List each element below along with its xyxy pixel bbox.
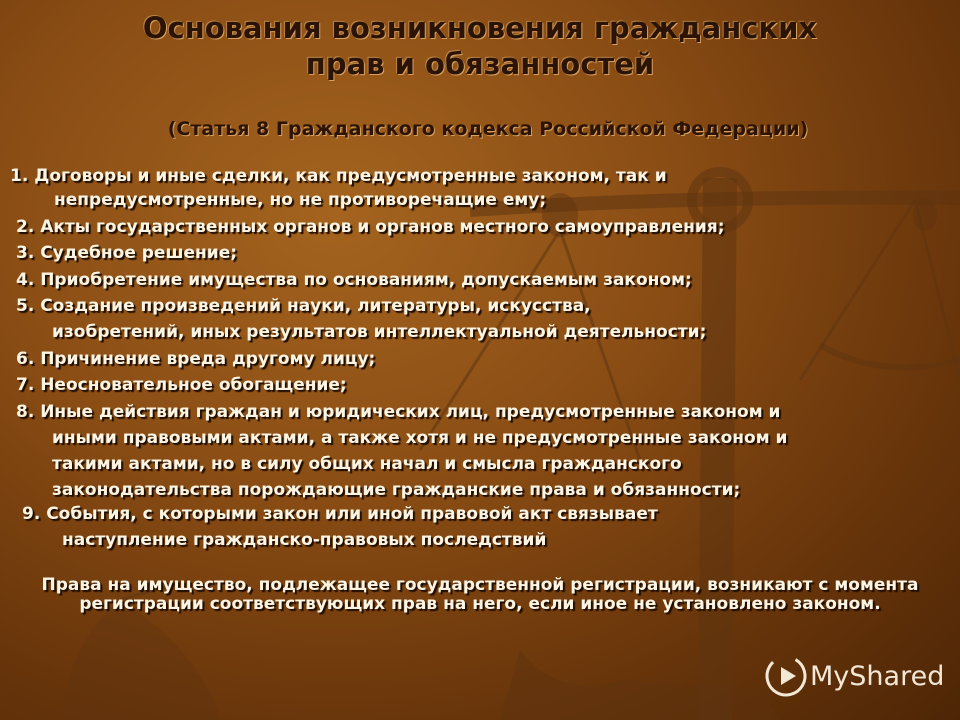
slide-title [0,10,960,82]
title-line-1: Основания возникновения гражданских [142,11,818,45]
list-item-6: 6. Причинение вреда другому лицу; [16,349,376,369]
list-item-7: 7. Неосновательное обогащение; [16,375,347,395]
title-line-2: прав и обязанностей [305,47,655,81]
list-item-9-line-1: 9. События, с которыми закон или иной правовой акт связывает [22,504,658,524]
list-item-2: 2. Акты государственных органов и органов местного самоуправления; [16,217,725,237]
list-item-1-line-1: 1. Договоры и иные сделки, как предусмотренные законом, так и [10,166,667,186]
list-item-8-line-3: такими актами, но в силу общих начал и смысла гражданского [52,454,682,474]
myshared-logo [764,654,944,698]
list-item-5-line-1: 5. Создание произведений науки, литературы, искусства, [16,296,591,316]
list-item-8-line-4: законодательства порождающие гражданские права и обязанности; [52,480,741,500]
registration-note: Права на имущество, подлежащее государственной регистрации, возникают с момента регистрации соответствующих прав на него, если иное не установлено законом. [41,575,919,614]
list-item-1-line-2: непредусмотренные, но не противоречащие ему; [54,190,547,210]
list-item-8-line-2: иными правовыми актами, а также хотя и не предусмотренные законом и [52,428,788,448]
list-item-9-line-2: наступление гражданско-правовых последствий [62,530,547,550]
list-item-4: 4. Приобретение имущества по основаниям, допускаемым законом; [16,270,692,290]
list-item-3: 3. Судебное решение; [16,243,238,263]
play-logo-icon [764,654,808,698]
slide-subtitle: (Статья 8 Гражданского кодекса Российской Федерации) [167,118,809,140]
list-item-8-line-1: 8. Иные действия граждан и юридических лиц, предусмотренные законом и [16,402,781,422]
list-item-5-line-2: изобретений, иных результатов интеллектуальной деятельности; [52,322,707,342]
logo-text: MyShared [810,660,945,692]
